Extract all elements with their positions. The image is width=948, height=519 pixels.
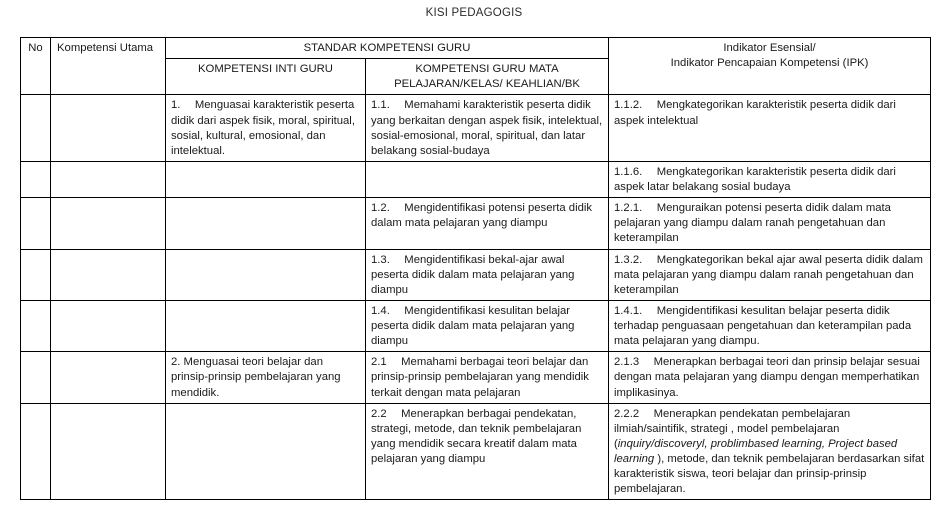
cell-no bbox=[21, 249, 51, 300]
header-kompetensi-utama: Kompetensi Utama bbox=[51, 38, 166, 95]
cell-indikator-text: 2.1.3 Menerapkan berbagai teori dan prinsip belajar sesuai dengan mata pelajaran yang diampu dengan memperhatikan implikasinya. bbox=[614, 356, 920, 399]
header-kompetensi-inti-guru: KOMPETENSI INTI GURU bbox=[166, 59, 366, 95]
header-indikator bbox=[609, 38, 931, 95]
cell-kompetensi-inti bbox=[166, 198, 366, 249]
cell-kompetensi-mapel bbox=[366, 403, 609, 500]
cell-kompetensi-mapel-text: 2.2 Menerapkan berbagai pendekatan, strategi, metode, dan teknik pembelajaran yang mendidik secara kreatif dalam mata pelajaran yang diampu bbox=[371, 407, 582, 465]
cell-kompetensi-inti-text: 2. Menguasai teori belajar dan prinsip-prinsip pembelajaran yang mendidik. bbox=[171, 356, 341, 399]
cell-kompetensi-utama bbox=[51, 249, 166, 300]
header-mapel-line2: PELAJARAN/KELAS/ KEAHLIAN/BK bbox=[394, 78, 580, 91]
cell-indikator bbox=[609, 161, 931, 197]
cell-kompetensi-mapel bbox=[366, 95, 609, 162]
header-no: No bbox=[21, 38, 51, 95]
cell-kompetensi-inti bbox=[166, 352, 366, 403]
cell-indikator-text: 1.4.1. Mengidentifikasi kesulitan belajar peserta didik terhadap penguasaan pengetahuan dan keterampilan pada mata pelajaran yang diampu. bbox=[614, 304, 912, 348]
cell-kompetensi-utama bbox=[51, 300, 166, 351]
header-row-top bbox=[21, 38, 931, 59]
cell-indikator-text: 1.1.6. Mengkategorikan karakteristik peserta didik dari aspek latar belakang sosial budaya bbox=[614, 165, 896, 193]
cell-kompetensi-utama bbox=[51, 198, 166, 249]
cell-indikator bbox=[609, 300, 931, 351]
header-standar-kompetensi-guru: STANDAR KOMPETENSI GURU bbox=[166, 38, 609, 59]
cell-indikator bbox=[609, 403, 931, 500]
cell-kompetensi-inti bbox=[166, 403, 366, 500]
indikator-text-after: ), metode, dan teknik pembelajaran berdasarkan sifat karakteristik siswa, teori belajar dan prinsip-prinsip pembelajaran. bbox=[614, 453, 925, 496]
cell-kompetensi-mapel bbox=[366, 249, 609, 300]
cell-no bbox=[21, 198, 51, 249]
cell-kompetensi-mapel-text: 2.1 Memahami berbagai teori belajar dan prinsip-prinsip pembelajaran yang mendidik terkait dengan mata pelajaran bbox=[371, 356, 589, 399]
cell-kompetensi-utama bbox=[51, 352, 166, 403]
cell-kompetensi-mapel bbox=[366, 300, 609, 351]
cell-indikator-text: 1.1.2. Mengkategorikan karakteristik peserta didik dari aspek intelektual bbox=[614, 99, 896, 127]
cell-no bbox=[21, 403, 51, 500]
header-indikator-line1: Indikator Esensial/ bbox=[723, 42, 816, 54]
page-title: KISI PEDAGOGIS bbox=[425, 7, 523, 19]
table-row bbox=[21, 403, 931, 500]
cell-indikator-text: 1.2.1. Menguraikan potensi peserta didik dalam mata pelajaran yang diampu dalam ranah pengetahuan dan keterampilan bbox=[614, 202, 891, 245]
header-kompetensi-guru-mapel bbox=[366, 59, 609, 95]
cell-indikator bbox=[609, 249, 931, 300]
cell-kompetensi-inti-text: 1. Menguasai karakteristik peserta didik dari aspek fisik, moral, spiritual, sosial, kultural, emosional, dan intelektual. bbox=[171, 99, 355, 157]
kisi-pedagogis-table bbox=[20, 37, 931, 500]
indikator-text-before: 2.2.2 Menerapkan pendekatan pembelajaran ilmiah/saintifik, strategi , model pembelajaran ( bbox=[614, 407, 851, 450]
indikator-text-italic: inquiry/discoveryl, problimbased learning, Project based learning bbox=[614, 437, 898, 465]
cell-kompetensi-inti bbox=[166, 249, 366, 300]
cell-indikator bbox=[609, 352, 931, 403]
cell-kompetensi-mapel-text: 1.1. Memahami karakteristik peserta didik yang berkaitan dengan aspek fisik, intelektual, sosial-emosional, moral, spiritual, dan latar belakang sosial-budaya bbox=[371, 99, 603, 157]
table-row bbox=[21, 300, 931, 351]
cell-no bbox=[21, 300, 51, 351]
table-body bbox=[21, 95, 931, 500]
cell-kompetensi-mapel-text: 1.3. Mengidentifikasi bekal-ajar awal peserta didik dalam mata pelajaran yang diampu bbox=[371, 253, 575, 296]
table-row bbox=[21, 249, 931, 300]
header-indikator-line2: Indikator Pencapaian Kompetensi (IPK) bbox=[670, 57, 869, 70]
cell-no bbox=[21, 95, 51, 162]
cell-indikator-text bbox=[614, 407, 925, 498]
cell-kompetensi-mapel bbox=[366, 352, 609, 403]
cell-no bbox=[21, 352, 51, 403]
cell-indikator bbox=[609, 95, 931, 162]
header-mapel-line1: KOMPETENSI GURU MATA bbox=[415, 63, 559, 76]
cell-kompetensi-inti bbox=[166, 161, 366, 197]
cell-indikator-text: 1.3.2. Mengkategorikan bekal ajar awal peserta didik dalam mata pelajaran yang diampu dalam ranah pengetahuan dan keterampilan bbox=[614, 253, 923, 296]
cell-kompetensi-inti bbox=[166, 95, 366, 162]
kisi-table-container bbox=[20, 37, 930, 500]
table-row bbox=[21, 198, 931, 249]
cell-kompetensi-mapel bbox=[366, 161, 609, 197]
cell-indikator bbox=[609, 198, 931, 249]
cell-kompetensi-utama bbox=[51, 95, 166, 162]
table-row bbox=[21, 352, 931, 403]
cell-kompetensi-mapel-text: 1.4. Mengidentifikasi kesulitan belajar peserta didik dalam mata pelajaran yang diampu bbox=[371, 304, 575, 348]
cell-kompetensi-inti bbox=[166, 300, 366, 351]
cell-kompetensi-utama bbox=[51, 161, 166, 197]
cell-kompetensi-mapel bbox=[366, 198, 609, 249]
table-row bbox=[21, 95, 931, 162]
cell-kompetensi-mapel-text: 1.2. Mengidentifikasi potensi peserta didik dalam mata pelajaran yang diampu bbox=[371, 202, 593, 230]
cell-no bbox=[21, 161, 51, 197]
table-row bbox=[21, 161, 931, 197]
table-header bbox=[21, 38, 931, 95]
cell-kompetensi-utama bbox=[51, 403, 166, 500]
